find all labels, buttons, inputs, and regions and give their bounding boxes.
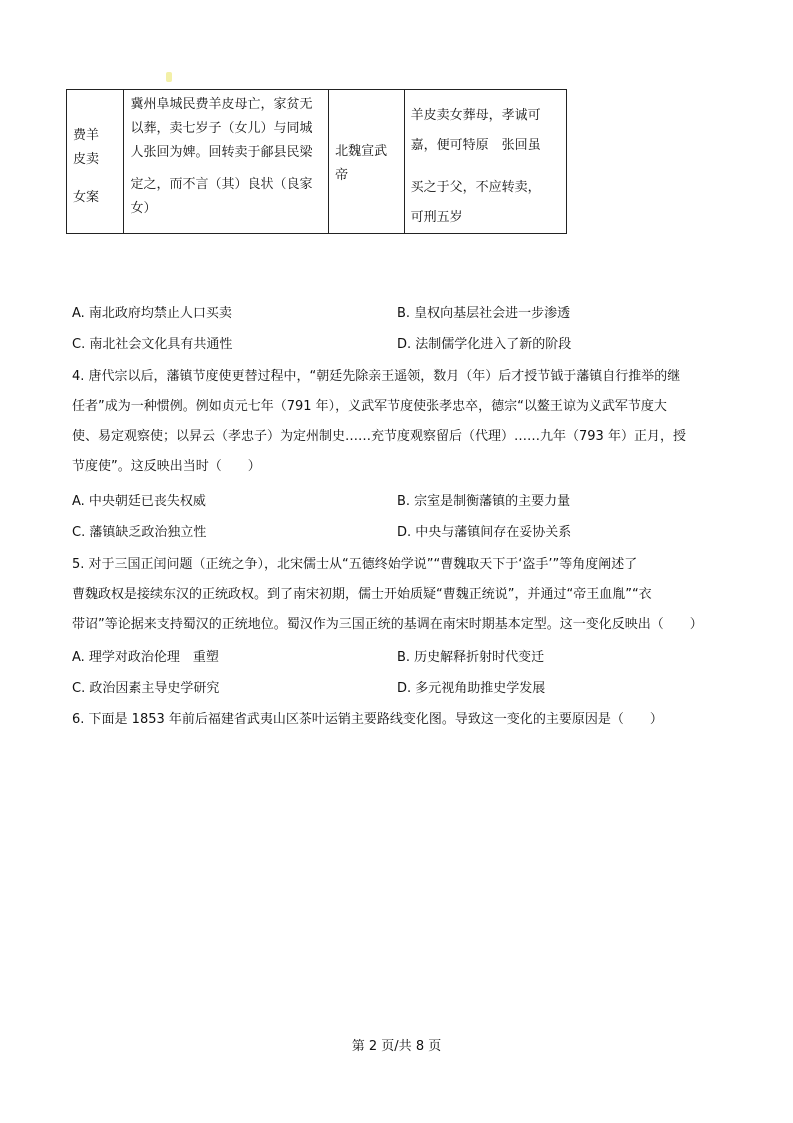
q5-options-row2: [72, 679, 732, 699]
verdict-cell: [404, 90, 566, 234]
question-line: 4. 唐代宗以后，藩镇节度使更替过程中，“朝廷先除亲王遥领，数月（年）后才授节钺于藩镇自行推举的继: [72, 369, 681, 384]
cell-line: 冀州阜城民费羊皮母亡，家贫无: [130, 97, 313, 112]
q4-option-d[interactable]: D. 中央与藩镇间存在妥协关系: [397, 525, 572, 540]
cell-line: 女）: [130, 201, 157, 216]
highlight-mark: [166, 72, 172, 82]
question-line: 6. 下面是 1853 年前后福建省武夷山区茶叶运销主要路线变化图。导致这一变化的主要原因是（ ）: [72, 712, 663, 727]
cell-line: 嘉，便可特原 张回虽: [410, 138, 541, 153]
question-line: 曹魏政权是接续东汉的正统政权。到了南宋初期，儒士开始质疑“曹魏正统说”，并通过“帝王血胤”“衣: [72, 587, 652, 602]
question-5: [72, 550, 732, 640]
cell-line: 费羊: [73, 128, 100, 143]
cell-line: 人张回为婢。回转卖于鄃县民梁: [130, 145, 313, 160]
cell-line: 羊皮卖女葬母，孝诚可: [410, 108, 541, 123]
question-line: 节度使”。这反映出当时（ ）: [72, 459, 261, 474]
q5-option-a[interactable]: A. 理学对政治伦理 重塑: [72, 650, 219, 665]
q4-options-row2: [72, 523, 732, 543]
question-4: [72, 362, 732, 482]
question-line: 带诏”等论据来支持蜀汉的正统地位。蜀汉作为三国正统的基调在南宋时期基本定型。这一变化反映出（ ）: [72, 617, 703, 632]
spacer: [411, 158, 560, 176]
cell-line: 北魏宣武: [335, 144, 388, 159]
q5-options-row1: [72, 648, 732, 668]
q4-option-c[interactable]: C. 藩镇缺乏政治独立性: [72, 525, 207, 540]
question-line: 任者”成为一种惯例。例如贞元七年（791 年），义武军节度使张孝忠卒，德宗“以鳌王谅为义武军节度大: [72, 399, 667, 414]
page-footer: 第 2 页/共 8 页: [351, 1039, 442, 1054]
q3-option-d[interactable]: D. 法制儒学化进入了新的阶段: [397, 337, 572, 352]
q5-option-c[interactable]: C. 政治因素主导史学研究: [72, 681, 220, 696]
q5-option-b[interactable]: B. 历史解释折射时代变迁: [397, 650, 545, 665]
q4-option-b[interactable]: B. 宗室是制衡藩镇的主要力量: [397, 494, 571, 509]
cell-line: 皮卖: [73, 152, 100, 167]
question-6: [72, 705, 732, 735]
q4-option-a[interactable]: A. 中央朝廷已丧失权威: [72, 494, 206, 509]
q4-options-row1: [72, 492, 732, 512]
table-row: [67, 90, 567, 234]
spacer: [73, 172, 117, 186]
cell-line: 可刑五岁: [410, 210, 463, 225]
case-detail-cell: [124, 90, 329, 234]
question-line: 5. 对于三国正闰问题（正统之争），北宋儒士从“五德终始学说”“曹魏取天下于‘盗手’”等角度阐述了: [72, 557, 638, 572]
emperor-cell: [329, 90, 405, 234]
case-name-cell: [67, 90, 124, 234]
q3-option-a[interactable]: A. 南北政府均禁止人口买卖: [72, 306, 232, 321]
cell-line: 帝: [335, 168, 349, 183]
q3-option-c[interactable]: C. 南北社会文化具有共通性: [72, 337, 233, 352]
q3-options-row2: [72, 335, 732, 355]
q3-option-b[interactable]: B. 皇权向基层社会进一步渗透: [397, 306, 571, 321]
cell-line: 以葬，卖七岁子（女儿）与同城: [130, 121, 313, 136]
cell-line: 买之于父，不应转卖，: [410, 180, 541, 195]
case-table: [66, 89, 567, 234]
q3-options-row1: [72, 304, 732, 324]
cell-line: 定之，而不言（其）良状（良家: [130, 177, 313, 192]
q5-option-d[interactable]: D. 多元视角助推史学发展: [397, 681, 546, 696]
cell-line: 女案: [73, 190, 100, 205]
question-line: 使、易定观察使；以昇云（孝忠子）为定州制史……充节度观察留后（代理）……九年（793 年）正月，授: [72, 429, 686, 444]
